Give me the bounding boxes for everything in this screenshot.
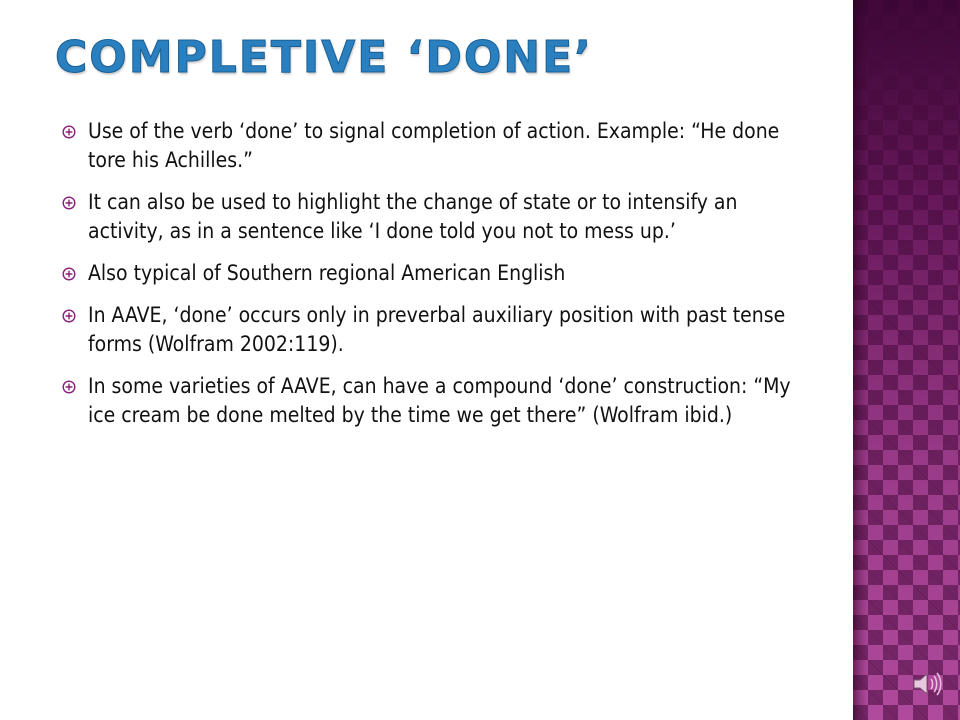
bullet-item — [60, 117, 800, 175]
bullet-text: Also typical of Southern regional American English — [88, 261, 566, 285]
circled-plus-icon — [60, 262, 78, 286]
bullet-text: It can also be used to highlight the change of state or to intensify an activity, as in a sentence like ‘I done told you not to mess up.’ — [88, 190, 738, 243]
circled-plus-icon — [60, 304, 78, 328]
bullet-item — [60, 372, 800, 430]
decorative-side-panel — [853, 0, 960, 720]
slide-title: COMPLETIVE ‘DONE’ — [55, 32, 593, 83]
bullet-item — [60, 259, 800, 288]
speaker-icon[interactable] — [912, 670, 946, 698]
bullet-list — [60, 117, 800, 443]
circled-plus-icon — [60, 191, 78, 215]
bullet-text: Use of the verb ‘done’ to signal completion of action. Example: “He done tore his Achilles.” — [88, 119, 780, 172]
bullet-text: In AAVE, ‘done’ occurs only in preverbal auxiliary position with past tense forms (Wolfram 2002:119). — [88, 303, 786, 356]
bullet-item — [60, 301, 800, 359]
circled-plus-icon — [60, 375, 78, 399]
circled-plus-icon — [60, 120, 78, 144]
bullet-item — [60, 188, 800, 246]
bullet-text: In some varieties of AAVE, can have a compound ‘done’ construction: “My ice cream be done melted by the time we get there” (Wolfram ibid.) — [88, 374, 791, 427]
